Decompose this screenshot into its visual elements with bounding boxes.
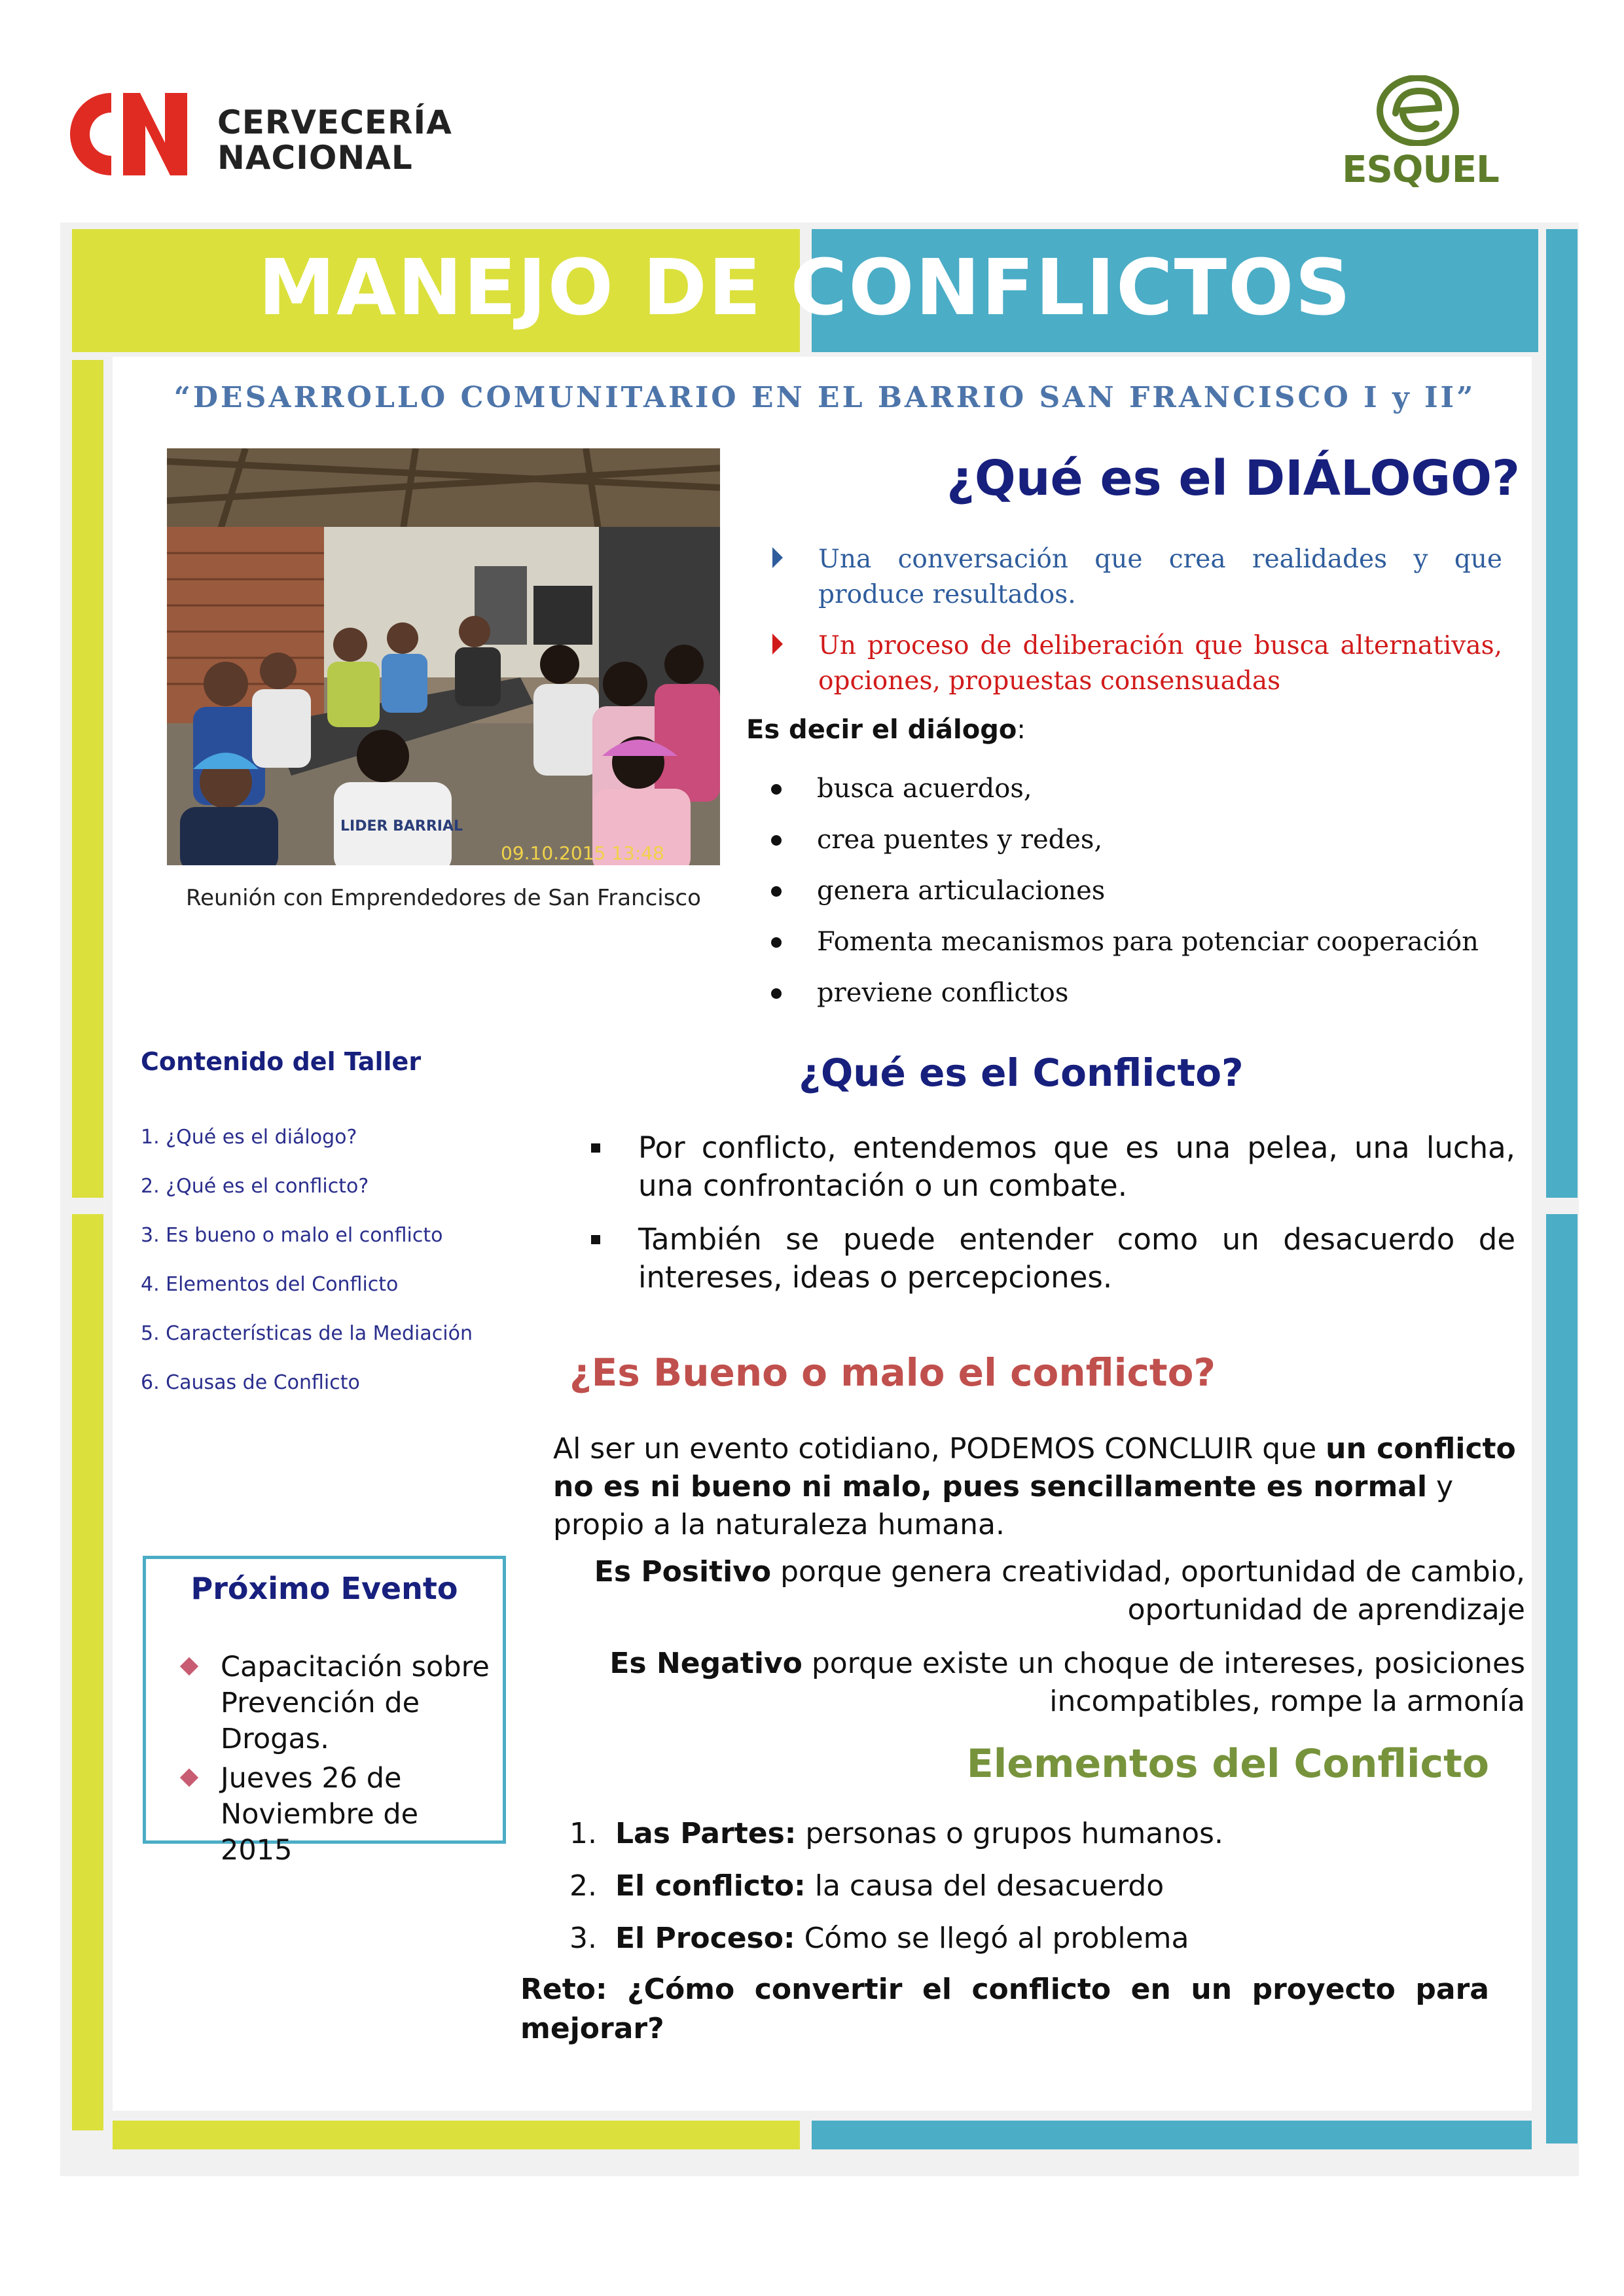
meeting-photo — [167, 448, 720, 865]
elementos-list — [569, 1808, 1512, 1965]
right-blue-bar-lower — [1546, 1214, 1578, 2144]
photo-caption: Reunión con Emprendedores de San Francisco — [186, 885, 701, 911]
contenido-list — [141, 1113, 599, 1407]
bullet-dot-icon — [771, 937, 782, 948]
square-bullet-icon — [591, 1143, 600, 1153]
arrow-bullet-icon — [772, 634, 783, 655]
esquel-logo — [1342, 75, 1499, 190]
list-item: crea puentes y redes, — [766, 814, 1525, 865]
bullet-dot-icon — [771, 886, 782, 897]
contenido-heading: Contenido del Taller — [141, 1047, 422, 1076]
negativo-paragraph: Es Negativo porque existe un choque de intereses, posiciones incompatibles, rompe la armonía — [609, 1647, 1525, 1718]
list-item: genera articulaciones — [766, 865, 1525, 916]
diamond-bullet-icon — [180, 1657, 198, 1676]
page-subtitle: “DESARROLLO COMUNITARIO EN EL BARRIO SAN FRANCISCO I y II” — [173, 381, 1476, 414]
esquel-logo-wordmark: ESQUEL — [1342, 149, 1499, 191]
arrow-bullet-icon — [772, 547, 783, 568]
page-title: MANEJO DE CONFLICTOS — [258, 242, 1352, 332]
bueno-malo-heading: ¿Es Bueno o malo el conflicto? — [569, 1350, 1216, 1395]
list-item: 1. Las Partes: personas o grupos humanos. — [569, 1817, 1223, 1850]
list-item: 2. ¿Qué es el conflicto? — [141, 1175, 369, 1198]
bottom-blue-bar — [812, 2121, 1532, 2149]
list-item: También se puede entender como un desacuerdo de intereses, ideas o percepciones. — [586, 1221, 1515, 1297]
meeting-photo-illustration — [167, 448, 720, 865]
conflicto-list — [586, 1129, 1515, 1312]
square-bullet-icon — [591, 1235, 600, 1244]
list-item: 5. Características de la Mediación — [141, 1322, 473, 1345]
photo-shirt-text: LIDER BARRIAL — [340, 818, 463, 834]
proximo-evento-heading: Próximo Evento — [190, 1571, 458, 1606]
diamond-bullet-icon — [180, 1768, 198, 1787]
list-item: 2. El conflicto: la causa del desacuerdo — [569, 1869, 1164, 1903]
reto-paragraph: Reto: ¿Cómo convertir el conflicto en un proyecto para mejorar? — [520, 1973, 1489, 2045]
list-item: 3. Es bueno o malo el conflicto — [141, 1224, 443, 1247]
es-decir-label: Es decir el diálogo: — [746, 715, 1026, 745]
list-item: 6. Causas de Conflicto — [141, 1371, 360, 1394]
dialogo-definition-item: Un proceso de deliberación que busca alternativas, opciones, propuestas consensuadas — [772, 628, 1502, 699]
list-item: 4. Elementos del Conflicto — [141, 1273, 399, 1296]
esquel-logo-mark — [1376, 75, 1460, 146]
bullet-dot-icon — [771, 988, 782, 999]
list-item: 1. ¿Qué es el diálogo? — [141, 1126, 357, 1149]
positivo-paragraph: Es Positivo porque genera creatividad, oportunidad de cambio, oportunidad de aprendizaje — [594, 1555, 1525, 1626]
list-item: busca acuerdos, — [766, 763, 1525, 814]
list-item: Por conflicto, entendemos que es una pelea, una lucha, una confrontación o un combate. — [586, 1129, 1515, 1205]
dialogo-heading: ¿Qué es el DIÁLOGO? — [946, 450, 1520, 507]
list-item: Capacitación sobre Prevención de Drogas. — [177, 1649, 492, 1757]
cn-logo-wordmark: CERVECERÍA NACIONAL — [217, 103, 452, 177]
dialogo-definition-item: Una conversación que crea realidades y que produce resultados. — [772, 542, 1502, 613]
list-item: Jueves 26 de Noviembre de 2015 — [177, 1761, 492, 1869]
bueno-malo-paragraph: Al ser un evento cotidiano, PODEMOS CONCLUIR que un conflicto no es ni bueno ni malo, pues sencillamente es normal y propio a la naturaleza humana. — [553, 1432, 1516, 1541]
proximo-evento-box — [143, 1556, 506, 1867]
elementos-heading: Elementos del Conflicto — [966, 1741, 1489, 1787]
list-item: previene conflictos — [766, 967, 1525, 1018]
list-item: Fomenta mecanismos para potenciar cooperación — [766, 916, 1525, 967]
dialogo-bullet-list — [766, 763, 1525, 1018]
bullet-dot-icon — [771, 835, 782, 846]
photo-timestamp: 09.10.2015 13:48 — [501, 842, 664, 864]
left-green-bar-lower — [72, 1214, 103, 2130]
list-item: 3. El Proceso: Cómo se llegó al problema — [569, 1922, 1189, 1955]
bullet-dot-icon — [771, 784, 782, 795]
left-green-bar-upper — [72, 360, 103, 1198]
right-blue-bar-upper — [1546, 229, 1578, 1198]
bottom-green-bar — [113, 2121, 800, 2149]
cn-logo-mark — [65, 85, 196, 183]
cerveceria-nacional-logo — [65, 85, 452, 183]
conflicto-heading: ¿Qué es el Conflicto? — [799, 1050, 1244, 1095]
